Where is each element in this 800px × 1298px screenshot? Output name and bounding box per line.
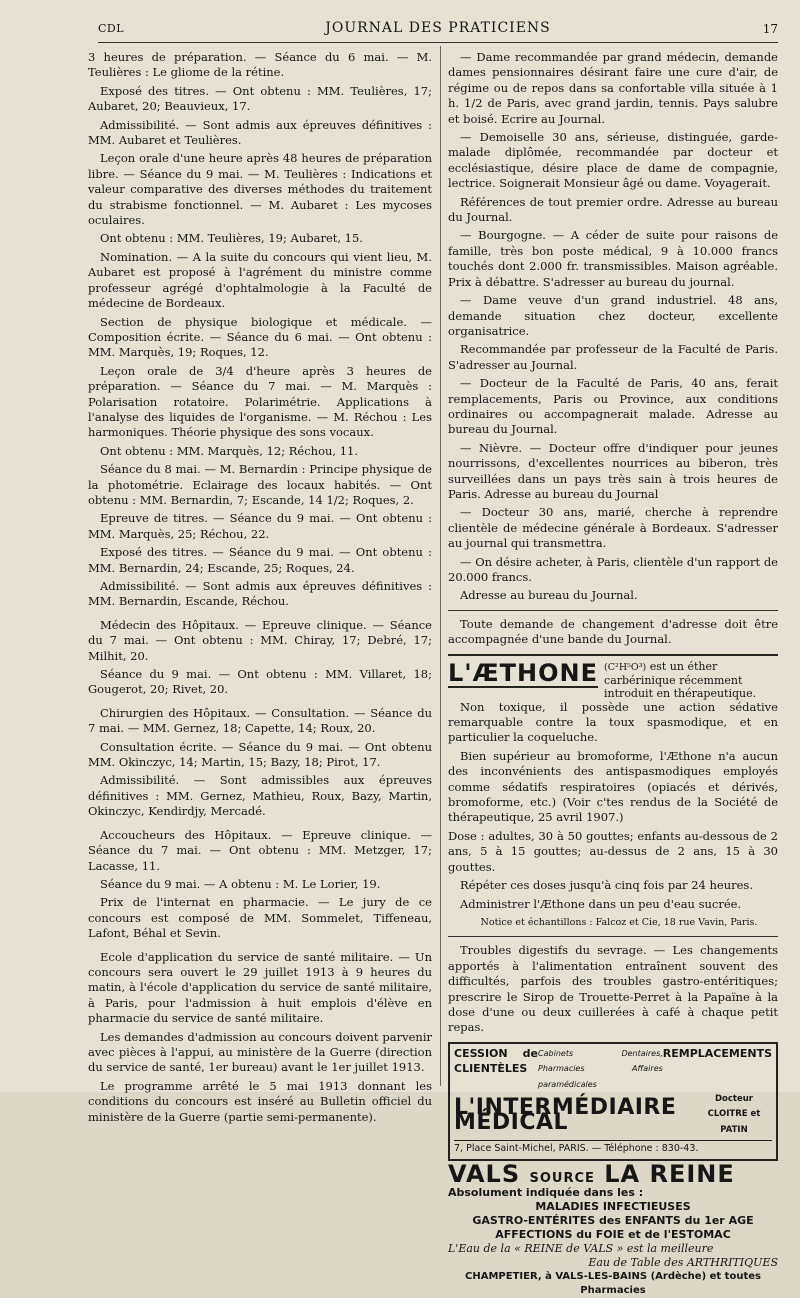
vals-line: Eau de Table des ARTHRITIQUES <box>588 1256 778 1269</box>
box-remplacements: REMPLACEMENTS <box>662 1046 772 1060</box>
vals-title: VALS SOURCE LA REINE <box>448 1159 735 1188</box>
troubles-digestifs: Troubles digestifs du sevrage. — Les changements apportés à l'alimentation entraînent souvent des difficultés, parfois des troubles gastro-entéritiques; prescrire le Sirop de Trouette-Perret à la Papaïne à la dose d'une ou deux cuillerées à café à chaque petit repas. <box>448 943 778 1035</box>
paragraph: Ont obtenu : MM. Marquès, 12; Réchou, 11. <box>100 443 359 458</box>
section-accoucheurs-hopitaux: Accoucheurs des Hôpitaux. — Epreuve clinique. — Séance du 7 mai. — Ont obtenu : MM. Metzger, 17; Lacasse, 11. <box>88 827 432 873</box>
aethone-text: Bien supérieur au bromoforme, l'Æthone n'a aucun des inconvénients des antispasmodiques employés comme sédatifs respiratoires (opiacés et dérivés, bromoforme, etc.) (Voir c'tes rendus de la Société de thérapeutique, 25 avril 1907.) <box>448 748 778 825</box>
aethone-headline: est un éther carbérinique récemment introduit en thérapeutique. <box>604 659 757 700</box>
classified-ad: Références de tout premier ordre. Adresse au bureau du Journal. <box>448 194 778 225</box>
section-chirurgien-hopitaux: Chirurgien des Hôpitaux. — Consultation. — Séance du 7 mai. — MM. Gernez, 18; Capette, 14; Roux, 20. <box>88 705 432 736</box>
paragraph: Le programme arrêté le 5 mai 1913 donnant les conditions du concours est inséré au Bulletin officiel du ministère de la Guerre (partie semi-permanente). <box>88 1078 432 1124</box>
box-doctors: Docteur CLOITRE et PATIN <box>707 1093 761 1135</box>
paragraph: Consultation écrite. — Séance du 9 mai. — Ont obtenu MM. Okinczyc, 14; Martin, 15; Bazy, 18; Pirot, 17. <box>88 739 432 770</box>
section-medecin-hopitaux: Médecin des Hôpitaux. — Epreuve clinique. — Séance du 7 mai. — Ont obtenu : MM. Chiray, 17; Debré, 17; Milhit, 20. <box>88 617 432 663</box>
paragraph: Leçon orale de 3/4 d'heure après 3 heures de préparation. — Séance du 7 mai. — M. Marquès : Polarisation rotatoire. Polarimétrie. Applications à l'analyse des liquides de l'organisme. — M. Réchou : Les harmoniques. Théorie physique des sons vocaux. <box>88 363 432 440</box>
divider <box>448 610 778 611</box>
box-brand: L'INTERMÉDIAIRE MÉDICAL <box>454 1094 677 1136</box>
classified-ad: Adresse au bureau du Journal. <box>460 588 638 603</box>
classified-ad: Recommandée par professeur de la Faculté de Paris. S'adresser au Journal. <box>448 342 778 372</box>
paragraph: Leçon orale d'une heure après 48 heures de préparation libre. — Séance du 9 mai. — M. Teulières : Indications et valeur comparative des diverses méthodes du traitement du strabisme fonctionnel. — M. Aubaret : Les mycoses oculaires. <box>88 151 432 228</box>
classified-ad: — Bourgogne. — A céder de suite pour raisons de famille, très bon poste médical, 9 à 10.000 francs touchés dont 2.000 fr. transmissibles. Maison agréable. Prix à débattre. S'adresser au bureau du journal. <box>448 228 778 289</box>
paragraph: Section de physique biologique et médicale. — Composition écrite. — Séance du 6 mai. — Ont obtenu : MM. Marquès, 19; Roques, 12. <box>88 314 432 360</box>
classified-ad: — Demoiselle 30 ans, sérieuse, distinguée, garde-malade diplômée, recommandée par docteur et ecclésiastique, désire place de dame de compagnie, lectrice. Soignerait Monsieur âgé ou dame. Voyagerait. <box>448 130 778 191</box>
paragraph: Séance du 8 mai. — M. Bernardin : Principe physique de la photométrie. Eclairage des locaux habités. — Ont obtenu : MM. Bernardin, 7; Escande, 14 1/2; Roques, 2. <box>88 462 432 507</box>
vals-line: Absolument indiquée dans les : <box>448 1186 644 1199</box>
classified-ad: — On désire acheter, à Paris, clientèle d'un rapport de 20.000 francs. <box>448 554 778 584</box>
paragraph: Admissibilité. — Sont admis aux épreuves définitives : MM. Aubaret et Teulières. <box>88 117 432 148</box>
vals-line: MALADIES INFECTIEUSES <box>535 1200 691 1213</box>
intermediaire-medical-ad <box>448 1042 778 1161</box>
vals-line: CHAMPETIER, à VALS-LES-BAINS (Ardèche) et toutes Pharmacies <box>465 1271 761 1296</box>
vals-line: L'Eau de la « REINE de VALS » est la meilleure <box>448 1242 714 1255</box>
aethone-advertisement <box>448 654 778 931</box>
right-column <box>448 50 778 1298</box>
divider <box>448 936 778 937</box>
aethone-text: Non toxique, il possède une action sédative remarquable contre la toux spasmodique, et en particulier la coqueluche. <box>448 699 778 745</box>
aethone-samples: Notice et échantillons : Falcoz et Cie, 18 rue Vavin, Paris. <box>480 916 758 928</box>
aethone-formula: (C²H⁵O³) <box>604 661 647 673</box>
classified-ad: — Docteur de la Faculté de Paris, 40 ans, ferait remplacements, Paris ou Province, aux conditions ordinaires ou accompagnerait malade. Adresse au bureau du Journal. <box>448 376 778 437</box>
header-initials: CDL <box>98 22 125 35</box>
aethone-dose: Dose : adultes, 30 à 50 gouttes; enfants au-dessous de 2 ans, 5 à 15 gouttes; au-dessus de 2 ans, 15 à 30 gouttes. <box>448 828 778 874</box>
paragraph: Séance du 9 mai. — A obtenu : M. Le Lorier, 19. <box>100 876 381 891</box>
paragraph: Nomination. — A la suite du concours qui vient lieu, M. Aubaret est proposé à l'agrément du ministre comme professeur agrégé d'ophtalmologie à la Faculté de médecine de Bordeaux. <box>88 249 432 311</box>
page-number: 17 <box>762 22 778 36</box>
address-change-notice: Toute demande de changement d'adresse doit être accompagnée d'une bande du Journal. <box>448 616 778 647</box>
aethone-admin: Administrer l'Æthone dans un peu d'eau sucrée. <box>460 896 742 911</box>
classified-ad: — Docteur 30 ans, marié, cherche à reprendre clientèle de médecine générale à Bordeaux. S'adresser au journal qui transmettra. <box>448 505 778 551</box>
paragraph: Epreuve de titres. — Séance du 9 mai. — Ont obtenu : MM. Marquès, 25; Réchou, 22. <box>88 511 432 541</box>
paragraph: Admissibilité. — Sont admissibles aux épreuves définitives : MM. Gernez, Mathieu, Roux, Bazy, Martin, Okinczyc, Kendirdjy, Mercadé. <box>88 773 432 819</box>
paragraph: Ont obtenu : MM. Teulières, 19; Aubaret, 15. <box>100 231 363 246</box>
box-cession: CESSION de CLIENTÈLES <box>454 1046 539 1076</box>
vals-la-reine-ad <box>448 1159 778 1298</box>
left-column <box>88 50 432 1128</box>
classified-ad: — Dame veuve d'un grand industriel. 48 ans, demande situation chez docteur, excellente organisatrice. <box>448 293 778 338</box>
aethone-repeat: Répéter ces doses jusqu'à cinq fois par 24 heures. <box>460 878 753 893</box>
journal-title: JOURNAL DES PRATICIENS <box>325 20 551 36</box>
paragraph: Admissibilité. — Sont admis aux épreuves définitives : MM. Bernardin, Escande, Réchou. <box>88 579 432 609</box>
paragraph: 3 heures de préparation. — Séance du 6 mai. — M. Teulières : Le gliome de la rétine. <box>88 50 432 80</box>
vals-line: GASTRO-ENTÉRITES des ENFANTS du 1er AGE <box>472 1214 754 1227</box>
vals-line: AFFECTIONS du FOIE et de l'ESTOMAC <box>495 1228 731 1241</box>
column-rule <box>440 46 441 1086</box>
section-ecole-application: Ecole d'application du service de santé militaire. — Un concours sera ouvert le 29 juillet 1913 à 9 heures du matin, à l'école d'application du service de santé militaire, à Paris, pour l'admission à huit emplois d'élève en pharmacie du service de santé militaire. <box>88 949 432 1026</box>
paragraph: Les demandes d'admission au concours doivent parvenir avec pièces à l'appui, au ministère de la Guerre (direction du service de santé, 1er bureau) avant le 1er juillet 1913. <box>88 1029 432 1075</box>
aethone-title: L'ÆTHONE <box>448 658 599 687</box>
paragraph: Exposé des titres. — Séance du 9 mai. — Ont obtenu : MM. Bernardin, 24; Escande, 25; Roques, 24. <box>88 545 432 575</box>
section-prix-internat: Prix de l'internat en pharmacie. — Le jury de ce concours est composé de MM. Sommelet, Tiffeneau, Lafont, Béhal et Sevin. <box>88 895 432 941</box>
page-header <box>98 20 778 43</box>
classified-ad: — Dame recommandée par grand médecin, demande dames pensionnaires désirant faire une cure d'air, de régime ou de repos dans sa confortable villa située à 1 h. 1/2 de Paris, avec grand jardin, tennis. Pays salubre et boisé. Ecrire au Journal. <box>448 50 778 126</box>
box-services: Cabinets Dentaires, Pharmacies Affaires paramédicales <box>538 1048 663 1089</box>
paragraph: Séance du 9 mai. — Ont obtenu : MM. Villaret, 18; Gougerot, 20; Rivet, 20. <box>88 667 432 697</box>
paragraph: Exposé des titres. — Ont obtenu : MM. Teulières, 17; Aubaret, 20; Beauvieux, 17. <box>88 83 432 114</box>
box-address: 7, Place Saint-Michel, PARIS. — Téléphone : 830-43. <box>454 1140 772 1156</box>
classified-ad: — Nièvre. — Docteur offre d'indiquer pour jeunes nourrissons, d'excellentes nourrices au biberon, très surveillées dans un pays très sain à trois heures de Paris. Adresse au bureau du Journal <box>448 440 778 501</box>
